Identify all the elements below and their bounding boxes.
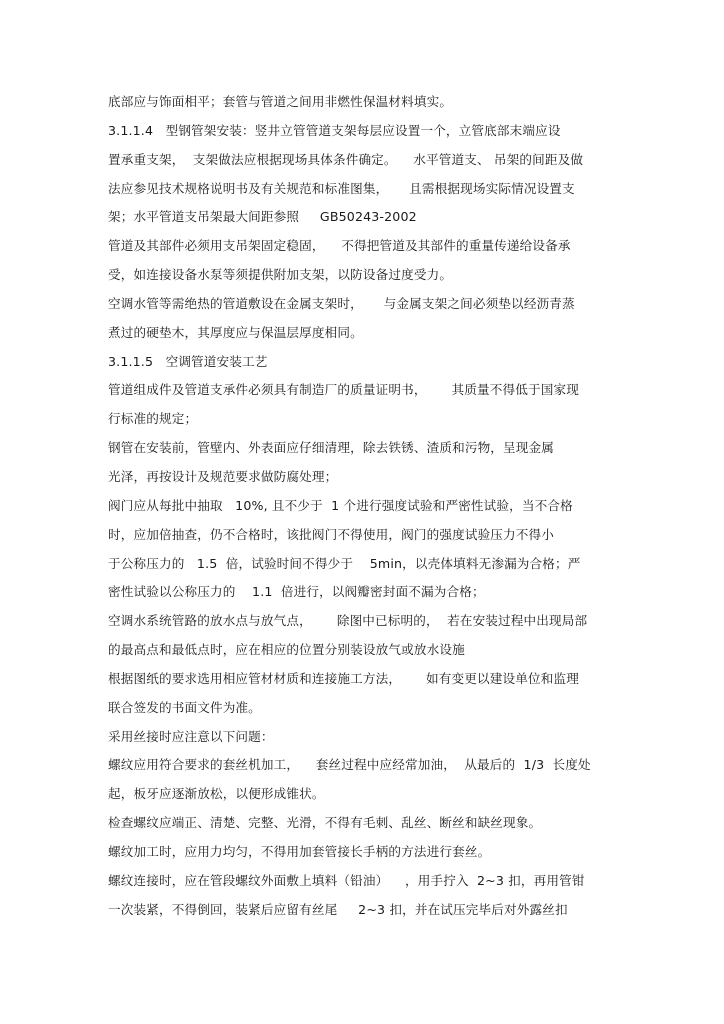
text-line: 阀门应从每批中抽取 10%, 且不少于 1 个进行强度试验和严密性试验，当不合格 [108, 497, 573, 513]
text-line: 管道及其部件必须用支吊架固定稳固， 不得把管道及其部件的重量传递给设备承 [108, 238, 571, 254]
text-line: 法应参见技术规格说明书及有关规范和标准图集， 且需根据现场实际情况设置支 [108, 180, 575, 196]
section-heading: 3.1.1.5 空调管道安装工艺 [108, 353, 268, 369]
document-body [108, 88, 608, 924]
text-line: 空调水系统管路的放水点与放气点， 除图中已标明的， 若在安装过程中出现局部 [108, 613, 588, 629]
text-line: 空调水管等需绝热的管道敷设在金属支架时， 与金属支架之间必须垫以经沥青蒸 [108, 295, 575, 311]
text-line: 行标准的规定； [108, 411, 198, 427]
text-line: 煮过的硬垫木，其厚度应与保温层厚度相同。 [108, 324, 363, 340]
text-line: 置承重支架， 支架做法应根据现场具体条件确定。 水平管道支、 吊架的间距及做 [108, 151, 584, 167]
text-line: 光泽，再按设计及规范要求做防腐处理； [108, 468, 338, 484]
text-line: 螺纹加工时，应用力均匀，不得用加套管接长手柄的方法进行套丝。 [108, 843, 491, 859]
text-line: 底部应与饰面相平；套管与管道之间用非燃性保温材料填实。 [108, 94, 453, 109]
text-line: 密性试验以公称压力的 1.1 倍进行，以阀瓣密封面不漏为合格； [108, 584, 485, 600]
text-line: 检查螺纹应端正、清楚、完整、光滑，不得有毛刺、乱丝、断丝和缺丝现象。 [108, 815, 542, 831]
text-line: 架；水平管道支吊架最大间距参照 GB50243-2002 [108, 209, 417, 225]
text-line: 管道组成件及管道支承件必须具有制造厂的质量证明书， 其质量不得低于国家现 [108, 382, 579, 398]
text-line: 钢管在安装前，管壁内、外表面应仔细清理，除去铁锈、渣质和污物，呈现金属 [108, 440, 555, 456]
text-line: 采用丝接时应注意以下问题： [108, 728, 274, 744]
text-line: 一次装紧，不得倒回，装紧后应留有丝尾 2~3 扣，并在试压完毕后对外露丝扣 [108, 901, 568, 917]
text-line: 受，如连接设备水泵等须提供附加支架，以防设备过度受力。 [108, 267, 453, 283]
text-line: 3.1.1.4 型钢管架安装：竖井立管管道支架每层应设置一个，立管底部末端应设 [108, 122, 561, 138]
text-line: 时，应加倍抽查，仍不合格时，该批阀门不得使用，阀门的强度试验压力不得小 [108, 526, 555, 542]
text-line: 起，板牙应逐渐放松，以便形成锥状。 [108, 786, 325, 802]
text-line: 根据图纸的要求选用相应管材材质和连接施工方法， 如有变更以建设单位和监理 [108, 670, 579, 686]
text-line: 螺纹应用符合要求的套丝机加工， 套丝过程中应经常加油， 从最后的 1/3 长度处 [108, 757, 591, 773]
text-line: 螺纹连接时，应在管段螺纹外面敷上填料（铅油） ，用手拧入 2~3 扣，再用管钳 [108, 872, 585, 888]
text-line: 的最高点和最低点时，应在相应的位置分别装设放气或放水设施 [108, 642, 465, 658]
text-line: 联合签发的书面文件为准。 [108, 699, 261, 715]
text-line: 于公称压力的 1.5 倍，试验时间不得少于 5min，以壳体填料无渗漏为合格；严 [108, 555, 581, 571]
